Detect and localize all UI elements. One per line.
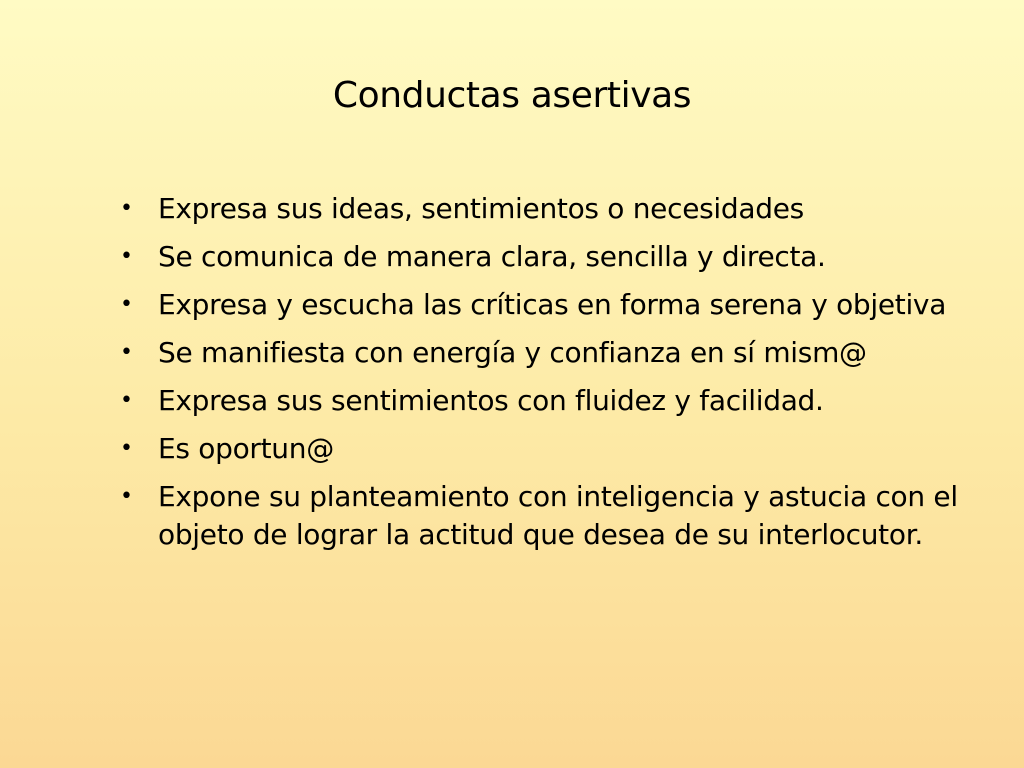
bullet-item bbox=[116, 430, 966, 468]
bullet-item bbox=[116, 286, 966, 324]
bullet-text: Expresa sus ideas, sentimientos o necesidades bbox=[158, 192, 804, 225]
bullet-list bbox=[116, 190, 966, 564]
bullet-dot-icon: • bbox=[120, 196, 133, 221]
bullet-text: Expresa y escucha las críticas en forma serena y objetiva bbox=[158, 288, 947, 321]
bullet-dot-icon: • bbox=[120, 484, 133, 509]
bullet-dot-icon: • bbox=[120, 436, 133, 461]
bullet-dot-icon: • bbox=[120, 340, 133, 365]
bullet-text: Expresa sus sentimientos con fluidez y facilidad. bbox=[158, 384, 824, 417]
bullet-item bbox=[116, 334, 966, 372]
bullet-text: Expone su planteamiento con inteligencia y astucia con el objeto de lograr la actitud que desea de su interlocutor. bbox=[158, 480, 958, 551]
bullet-item bbox=[116, 382, 966, 420]
slide-title: Conductas asertivas bbox=[332, 75, 692, 116]
bullet-dot-icon: • bbox=[120, 292, 133, 317]
bullet-item bbox=[116, 478, 966, 554]
bullet-text: Se manifiesta con energía y confianza en sí mism@ bbox=[158, 336, 867, 369]
bullet-item bbox=[116, 238, 966, 276]
bullet-text: Es oportun@ bbox=[158, 432, 334, 465]
bullet-dot-icon: • bbox=[120, 388, 133, 413]
bullet-text: Se comunica de manera clara, sencilla y directa. bbox=[158, 240, 826, 273]
bullet-dot-icon: • bbox=[120, 244, 133, 269]
bullet-item bbox=[116, 190, 966, 228]
